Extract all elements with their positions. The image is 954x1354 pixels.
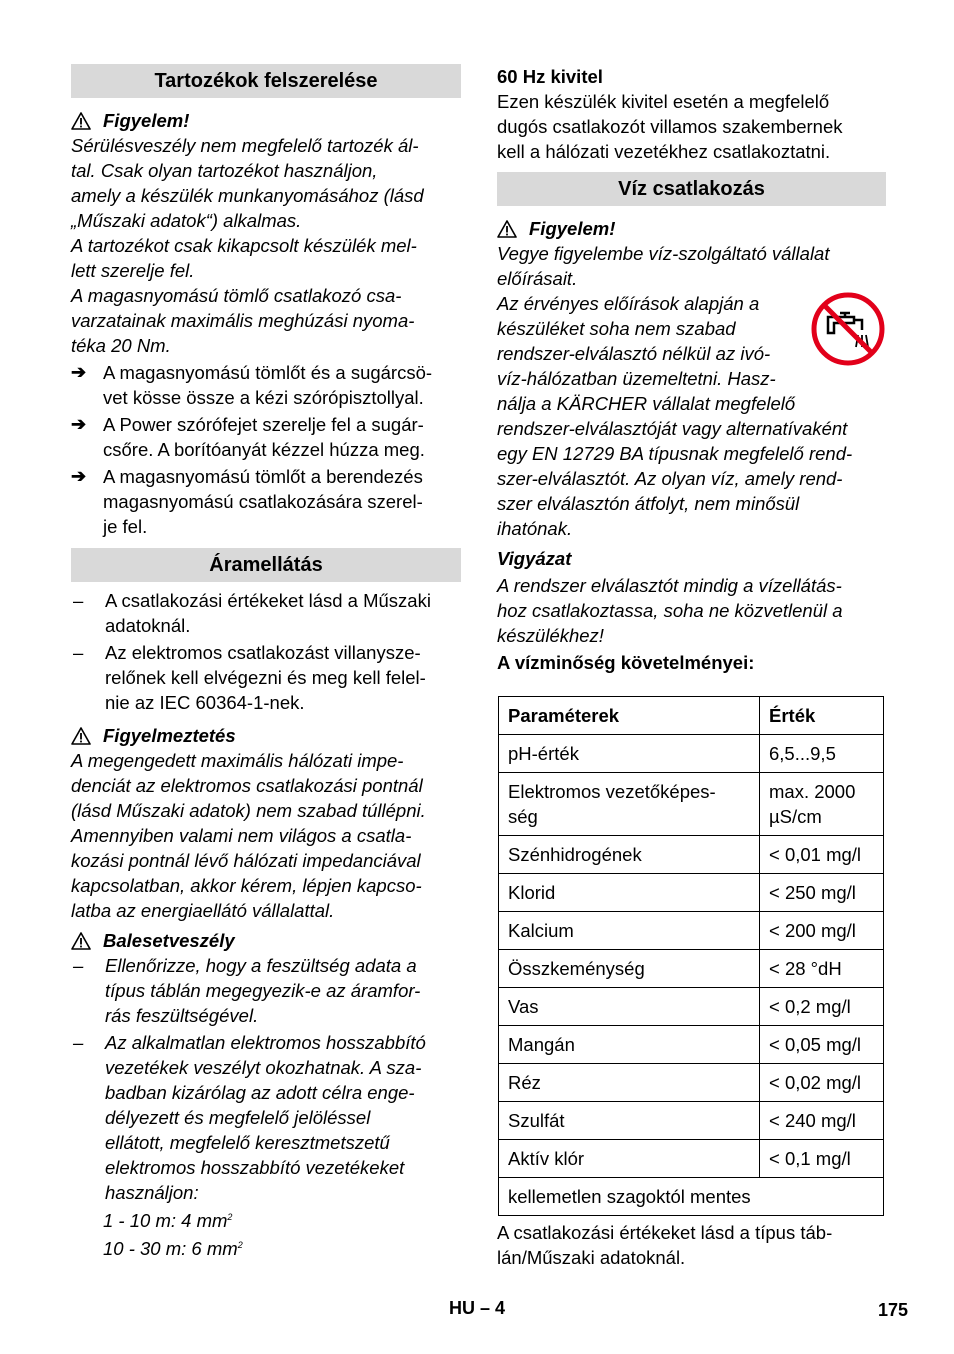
- list-item-line: A csatlakozási értékeket lásd a Műszaki: [105, 590, 431, 611]
- list-item-line: vet kösse össze a kézi szórópisztollyal.: [103, 387, 424, 408]
- text-line: dugós csatlakozót villamos szakembernek: [497, 116, 843, 137]
- list-item: [71, 360, 461, 410]
- table-header-cell: Érték: [760, 697, 884, 735]
- list-item-line: magasnyomású csatlakozására szerel-: [103, 491, 423, 512]
- left-column: [71, 64, 461, 1261]
- text-line: kell a hálózati vezetékhez csatlakoztatni.: [497, 141, 831, 162]
- steps-list: [71, 360, 461, 539]
- table-cell: < 28 °dH: [760, 950, 884, 988]
- section-heading-accessories: Tartozékok felszerelése: [71, 64, 461, 98]
- list-item-line: Az elektromos csatlakozást villanysze-: [105, 642, 421, 663]
- text-line: denciát az elektromos csatlakozási pontnál: [71, 775, 423, 796]
- arrow-icon: ➔: [71, 414, 87, 434]
- text-line: ihatónak.: [497, 518, 573, 539]
- text-line: téka 20 Nm.: [71, 335, 171, 356]
- text-line: előírásait.: [497, 268, 578, 289]
- list-item-line: használjon:: [105, 1182, 199, 1203]
- footer-page-number: 175: [878, 1300, 909, 1320]
- list-item-line: A Power szórófejet szerelje fel a sugár-: [103, 414, 424, 435]
- list-item-line: badban kizárólag az adott célra enge-: [105, 1082, 415, 1103]
- text-line: A tartozékot csak kikapcsolt készülék mel-: [71, 235, 417, 256]
- footer-language-page: HU – 4: [449, 1298, 506, 1318]
- arrow-icon: ➔: [71, 362, 87, 382]
- danger-list: [71, 953, 461, 1205]
- text-line: Sérülésveszély nem megfelelő tartozék ál-: [71, 135, 419, 156]
- table-row: [499, 950, 884, 988]
- water-quality-table: [498, 696, 884, 1216]
- text-line: egy EN 12729 BA típusnak megfelelő rend-: [497, 443, 853, 464]
- cable-spec-2: 10 - 30 m: 6 $mm^2$: [103, 1238, 243, 1259]
- table-cell: Réz: [499, 1064, 760, 1102]
- no-drinking-water-icon: [810, 291, 886, 367]
- list-item-line: A magasnyomású tömlőt és a sugárcsö-: [103, 362, 433, 383]
- text-line: Ezen készülék kivitel esetén a megfelelő: [497, 91, 830, 112]
- section-heading-water: Víz csatlakozás: [497, 172, 886, 206]
- right-column: [497, 64, 886, 1270]
- subheading-60hz: 60 Hz kivitel: [497, 66, 603, 87]
- warning-text-water: [497, 241, 886, 291]
- table-cell: < 0,02 mg/l: [760, 1064, 884, 1102]
- warning-title: Balesetveszély: [103, 930, 235, 951]
- text-line: A csatlakozási értékeket lásd a típus táb-: [497, 1222, 833, 1243]
- text-line: szer-elválasztót. Az olyan víz, amely rend-: [497, 468, 843, 489]
- list-item: [71, 953, 461, 1028]
- warning-attention-water: [497, 216, 886, 241]
- table-cell: < 0,2 mg/l: [760, 988, 884, 1026]
- table-cell: Szulfát: [499, 1102, 760, 1140]
- warning-text-impedance: [71, 748, 461, 923]
- warning-text-accessories: [71, 133, 461, 358]
- text-line: rendszer-elválasztó nélkül az ivó-: [497, 343, 771, 364]
- warning-attention: [71, 108, 461, 133]
- table-row: [499, 1140, 884, 1178]
- text-line: A magasnyomású tömlő csatlakozó csa-: [71, 285, 402, 306]
- table-row: [499, 988, 884, 1026]
- table-row: [499, 912, 884, 950]
- text-line: A rendszer elválasztót mindig a vízellátás-: [497, 575, 842, 596]
- caution-title: Vigyázat: [497, 548, 572, 569]
- table-cell: < 200 mg/l: [760, 912, 884, 950]
- text-line: A megengedett maximális hálózati impe-: [71, 750, 404, 771]
- table-cell: < 0,1 mg/l: [760, 1140, 884, 1178]
- text-line: tal. Csak olyan tartozékot használjon,: [71, 160, 378, 181]
- dash-marker: –: [73, 955, 84, 976]
- table-cell: Kalcium: [499, 912, 760, 950]
- text-line: Az érvényes előírások alapján a: [497, 293, 760, 314]
- list-item: [71, 588, 461, 638]
- table-cell: Vas: [499, 988, 760, 1026]
- table-row: [499, 1064, 884, 1102]
- text-line: rendszer-elválasztóját vagy alternatívaként: [497, 418, 848, 439]
- warning-icon: [71, 112, 91, 130]
- table-header-row: [499, 697, 884, 735]
- table-cell: Összkeménység: [499, 950, 760, 988]
- table-footer-row: [499, 1178, 884, 1216]
- table-cell: 6,5...9,5: [760, 735, 884, 773]
- list-item-line: Ellenőrizze, hogy a feszültség adata a: [105, 955, 417, 976]
- text-line: latba az energiaellátó vállalattal.: [71, 900, 335, 921]
- text-line: lán/Műszaki adatoknál.: [497, 1247, 686, 1268]
- table-cell: Klorid: [499, 874, 760, 912]
- text-line: (lásd Műszaki adatok) nem szabad túllépni.: [71, 800, 426, 821]
- warning-title: Figyelmeztetés: [103, 725, 236, 746]
- list-item-line: vezetékek veszélyt okozhatnak. A sza-: [105, 1057, 422, 1078]
- table-cell: < 240 mg/l: [760, 1102, 884, 1140]
- list-item-line: je fel.: [103, 516, 148, 537]
- table-header-cell: Paraméterek: [499, 697, 760, 735]
- warning-icon: [71, 727, 91, 745]
- table-cell: pH-érték: [499, 735, 760, 773]
- text-line: nálja a KÄRCHER vállalat megfelelő: [497, 393, 796, 414]
- list-item-line: délyezett és megfelelő jelöléssel: [105, 1107, 371, 1128]
- table-cell: < 0,05 mg/l: [760, 1026, 884, 1064]
- warning-icon: [497, 220, 517, 238]
- list-item-line: ellátott, megfelelő keresztmetszetű: [105, 1132, 390, 1153]
- dash-marker: –: [73, 642, 84, 663]
- list-item: [71, 464, 461, 539]
- text-line: kapcsolatban, akkor kérem, lépjen kapcso-: [71, 875, 422, 896]
- warning-danger: [71, 928, 461, 953]
- table-row: [499, 1102, 884, 1140]
- warning-icon: [71, 932, 91, 950]
- cable-spec-1: 1 - 10 m: 4 $mm^2$: [103, 1210, 233, 1231]
- text-line: varzatainak maximális meghúzási nyoma-: [71, 310, 415, 331]
- table-row: [499, 1026, 884, 1064]
- warning-title: Figyelem!: [103, 110, 190, 131]
- closing-text: [497, 1220, 886, 1270]
- table-row: [499, 836, 884, 874]
- table-cell: < 0,01 mg/l: [760, 836, 884, 874]
- list-item: [71, 640, 461, 715]
- table-cell: Mangán: [499, 1026, 760, 1064]
- text-line: szer elválasztón átfolyt, nem minősül: [497, 493, 800, 514]
- table-footer-cell: kellemetlen szagoktól mentes: [499, 1178, 884, 1216]
- table-cell: Szénhidrogének: [499, 836, 760, 874]
- text-line: hoz csatlakoztassa, soha ne közvetlenül a: [497, 600, 843, 621]
- text-line: amely a készülék munkanyomásához (lásd: [71, 185, 424, 206]
- table-cell: Aktív klór: [499, 1140, 760, 1178]
- list-item-line: relőnek kell elvégezni és meg kell felel-: [105, 667, 426, 688]
- text-line: Vegye figyelembe víz-szolgáltató vállalat: [497, 243, 830, 264]
- list-item-line: A magasnyomású tömlőt a berendezés: [103, 466, 423, 487]
- arrow-icon: ➔: [71, 466, 87, 486]
- section-heading-power: Áramellátás: [71, 548, 461, 582]
- list-item-line: típus táblán megegyezik-e az áramfor-: [105, 980, 421, 1001]
- warning-text-separator-block: [497, 291, 886, 541]
- table-row: [499, 874, 884, 912]
- text-line: készülékhez!: [497, 625, 604, 646]
- text-line: kozási pontnál lévő hálózati impedanciával: [71, 850, 421, 871]
- dash-marker: –: [73, 590, 84, 611]
- list-item-line: Az alkalmatlan elektromos hosszabbító: [105, 1032, 426, 1053]
- text-line: víz-hálózatban üzemeltetni. Hasz-: [497, 368, 776, 389]
- table-cell: max. 2000 µS/cm: [760, 773, 884, 836]
- text-60hz: [497, 89, 886, 164]
- water-quality-heading: A vízminőség követelményei:: [497, 652, 755, 673]
- list-item-line: csőre. A borítóanyát kézzel húzza meg.: [103, 439, 425, 460]
- warning-title: Figyelem!: [529, 218, 616, 239]
- text-line: lett szerelje fel.: [71, 260, 195, 281]
- table-cell: < 250 mg/l: [760, 874, 884, 912]
- table-row: [499, 735, 884, 773]
- text-line: készüléket soha nem szabad: [497, 318, 736, 339]
- caution-text: [497, 573, 886, 648]
- text-line: „Műszaki adatok“) alkalmas.: [71, 210, 302, 231]
- list-item: [71, 412, 461, 462]
- text-line: Amennyiben valami nem világos a csatla-: [71, 825, 412, 846]
- table-row: [499, 773, 884, 836]
- list-item-line: elektromos hosszabbító vezetékeket: [105, 1157, 405, 1178]
- table-cell: Elektromos vezetőképes- ség: [499, 773, 760, 836]
- list-item-line: rás feszültségével.: [105, 1005, 259, 1026]
- power-list: [71, 588, 461, 715]
- list-item: [71, 1030, 461, 1205]
- dash-marker: –: [73, 1032, 84, 1053]
- warning-caution: [71, 723, 461, 748]
- list-item-line: nie az IEC 60364-1-nek.: [105, 692, 305, 713]
- list-item-line: adatoknál.: [105, 615, 191, 636]
